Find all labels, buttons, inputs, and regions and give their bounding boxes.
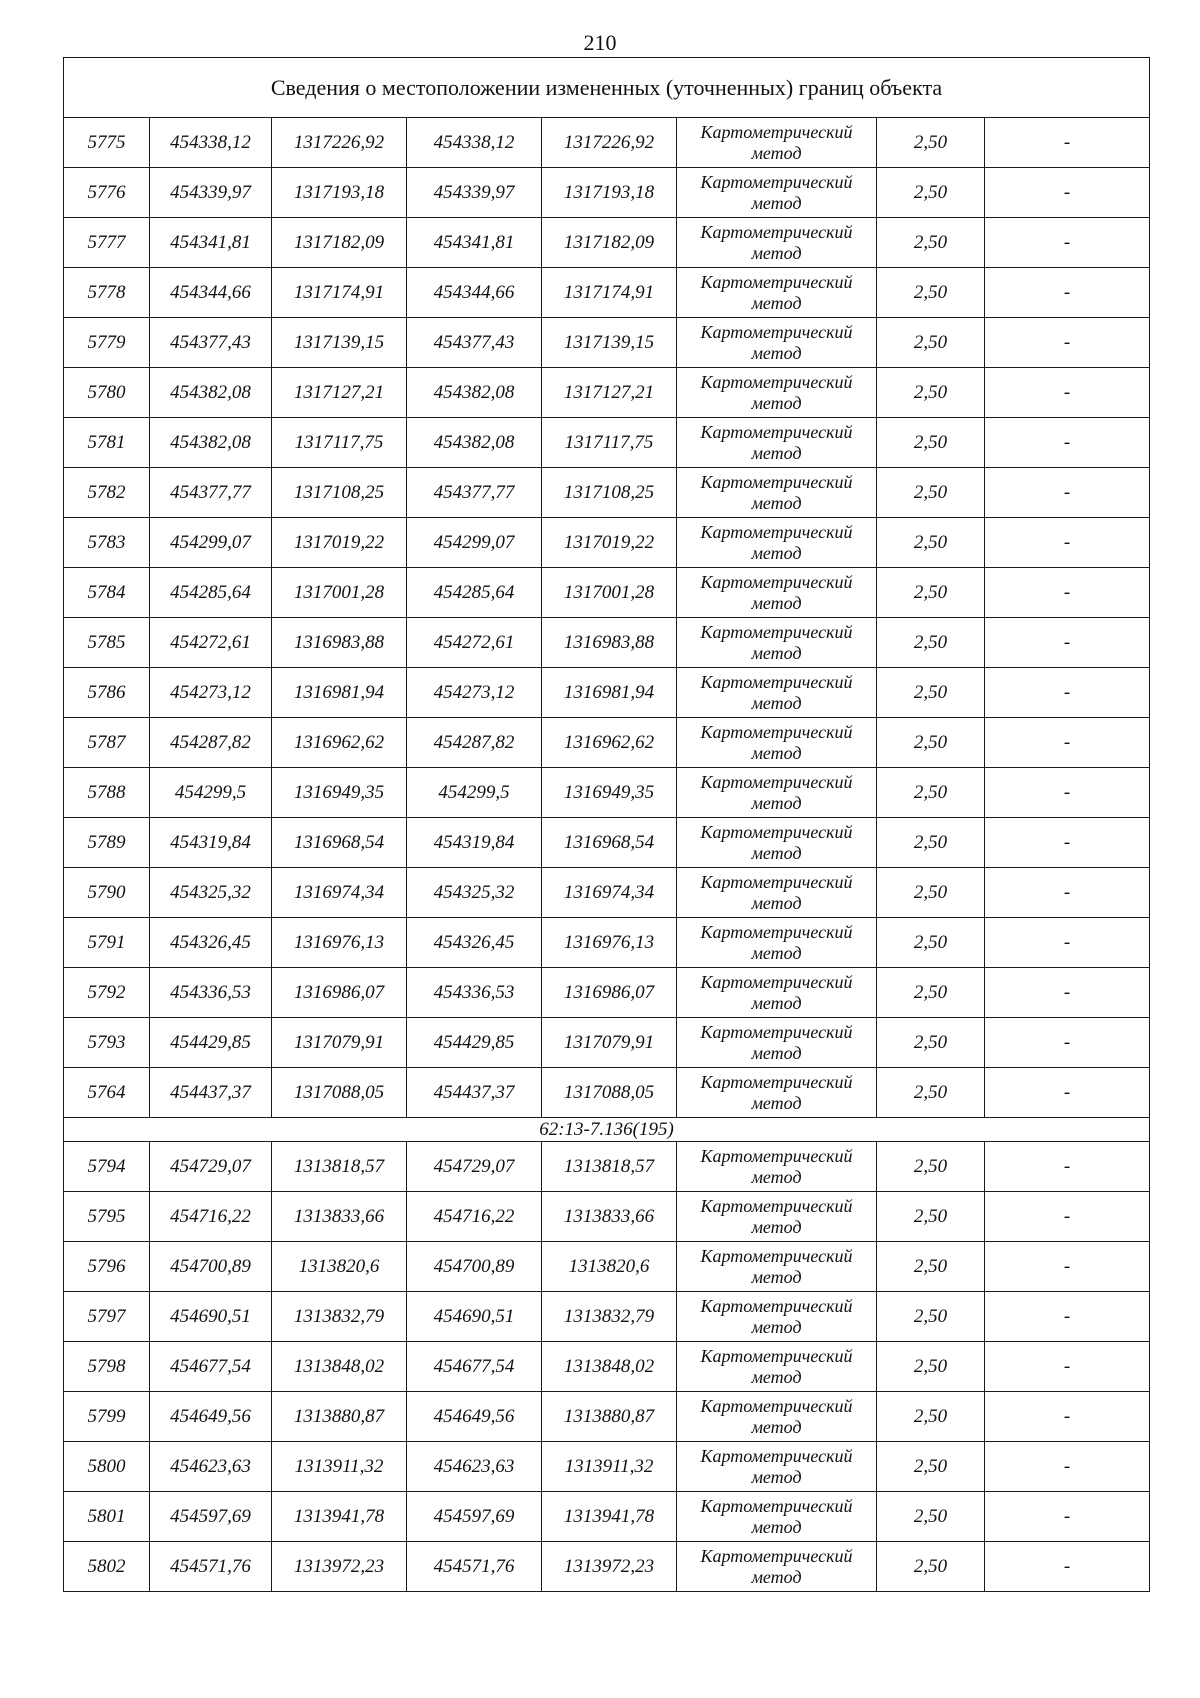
section-row bbox=[64, 1118, 1150, 1142]
existing-x-cell: 454272,61 bbox=[150, 618, 272, 668]
refined-y-cell: 1316981,94 bbox=[542, 668, 677, 718]
accuracy-cell: 2,50 bbox=[877, 1392, 985, 1442]
method-cell: Картометрический метод bbox=[677, 618, 877, 668]
note-cell: - bbox=[985, 668, 1150, 718]
accuracy-cell: 2,50 bbox=[877, 668, 985, 718]
point-number-cell: 5795 bbox=[64, 1192, 150, 1242]
method-cell: Картометрический метод bbox=[677, 1492, 877, 1542]
accuracy-cell: 2,50 bbox=[877, 518, 985, 568]
point-number-cell: 5797 bbox=[64, 1292, 150, 1342]
note-cell: - bbox=[985, 918, 1150, 968]
refined-x-cell: 454319,84 bbox=[407, 818, 542, 868]
existing-y-cell: 1313911,32 bbox=[272, 1442, 407, 1492]
point-number-cell: 5798 bbox=[64, 1342, 150, 1392]
method-cell: Картометрический метод bbox=[677, 568, 877, 618]
note-cell: - bbox=[985, 868, 1150, 918]
note-cell: - bbox=[985, 518, 1150, 568]
refined-x-cell: 454677,54 bbox=[407, 1342, 542, 1392]
existing-y-cell: 1317001,28 bbox=[272, 568, 407, 618]
point-number-cell: 5800 bbox=[64, 1442, 150, 1492]
existing-x-cell: 454339,97 bbox=[150, 168, 272, 218]
page-number: 210 bbox=[583, 30, 617, 55]
refined-y-cell: 1313832,79 bbox=[542, 1292, 677, 1342]
point-number-cell: 5802 bbox=[64, 1542, 150, 1592]
refined-x-cell: 454597,69 bbox=[407, 1492, 542, 1542]
refined-x-cell: 454339,97 bbox=[407, 168, 542, 218]
accuracy-cell: 2,50 bbox=[877, 418, 985, 468]
accuracy-cell: 2,50 bbox=[877, 818, 985, 868]
existing-y-cell: 1313820,6 bbox=[272, 1242, 407, 1292]
refined-x-cell: 454338,12 bbox=[407, 118, 542, 168]
table-row bbox=[64, 418, 1150, 468]
accuracy-cell: 2,50 bbox=[877, 868, 985, 918]
point-number-cell: 5786 bbox=[64, 668, 150, 718]
section-label: 62:13-7.136(195) bbox=[64, 1118, 1150, 1142]
accuracy-cell: 2,50 bbox=[877, 1292, 985, 1342]
note-cell: - bbox=[985, 418, 1150, 468]
accuracy-cell: 2,50 bbox=[877, 968, 985, 1018]
existing-x-cell: 454377,43 bbox=[150, 318, 272, 368]
accuracy-cell: 2,50 bbox=[877, 218, 985, 268]
point-number-cell: 5788 bbox=[64, 768, 150, 818]
refined-y-cell: 1313941,78 bbox=[542, 1492, 677, 1542]
table-row bbox=[64, 618, 1150, 668]
existing-y-cell: 1317108,25 bbox=[272, 468, 407, 518]
existing-y-cell: 1316962,62 bbox=[272, 718, 407, 768]
existing-x-cell: 454344,66 bbox=[150, 268, 272, 318]
note-cell: - bbox=[985, 718, 1150, 768]
point-number-cell: 5784 bbox=[64, 568, 150, 618]
existing-x-cell: 454700,89 bbox=[150, 1242, 272, 1292]
point-number-cell: 5794 bbox=[64, 1142, 150, 1192]
point-number-cell: 5789 bbox=[64, 818, 150, 868]
existing-x-cell: 454287,82 bbox=[150, 718, 272, 768]
refined-x-cell: 454377,43 bbox=[407, 318, 542, 368]
table-body bbox=[64, 58, 1150, 1592]
method-cell: Картометрический метод bbox=[677, 118, 877, 168]
point-number-cell: 5764 bbox=[64, 1068, 150, 1118]
note-cell: - bbox=[985, 1292, 1150, 1342]
table-row bbox=[64, 1542, 1150, 1592]
note-cell: - bbox=[985, 118, 1150, 168]
point-number-cell: 5778 bbox=[64, 268, 150, 318]
accuracy-cell: 2,50 bbox=[877, 168, 985, 218]
table-row bbox=[64, 118, 1150, 168]
note-cell: - bbox=[985, 1342, 1150, 1392]
refined-x-cell: 454299,5 bbox=[407, 768, 542, 818]
existing-x-cell: 454716,22 bbox=[150, 1192, 272, 1242]
point-number-cell: 5799 bbox=[64, 1392, 150, 1442]
table-row bbox=[64, 868, 1150, 918]
refined-x-cell: 454729,07 bbox=[407, 1142, 542, 1192]
method-cell: Картометрический метод bbox=[677, 818, 877, 868]
refined-y-cell: 1313848,02 bbox=[542, 1342, 677, 1392]
refined-x-cell: 454325,32 bbox=[407, 868, 542, 918]
refined-y-cell: 1317193,18 bbox=[542, 168, 677, 218]
refined-x-cell: 454623,63 bbox=[407, 1442, 542, 1492]
method-cell: Картометрический метод bbox=[677, 668, 877, 718]
accuracy-cell: 2,50 bbox=[877, 918, 985, 968]
table-row bbox=[64, 1142, 1150, 1192]
existing-y-cell: 1317019,22 bbox=[272, 518, 407, 568]
method-cell: Картометрический метод bbox=[677, 518, 877, 568]
point-number-cell: 5781 bbox=[64, 418, 150, 468]
refined-x-cell: 454716,22 bbox=[407, 1192, 542, 1242]
refined-y-cell: 1317001,28 bbox=[542, 568, 677, 618]
refined-x-cell: 454344,66 bbox=[407, 268, 542, 318]
refined-y-cell: 1317108,25 bbox=[542, 468, 677, 518]
note-cell: - bbox=[985, 1242, 1150, 1292]
existing-x-cell: 454299,5 bbox=[150, 768, 272, 818]
refined-y-cell: 1316968,54 bbox=[542, 818, 677, 868]
point-number-cell: 5777 bbox=[64, 218, 150, 268]
method-cell: Картометрический метод bbox=[677, 468, 877, 518]
refined-y-cell: 1313911,32 bbox=[542, 1442, 677, 1492]
accuracy-cell: 2,50 bbox=[877, 1142, 985, 1192]
accuracy-cell: 2,50 bbox=[877, 268, 985, 318]
point-number-cell: 5785 bbox=[64, 618, 150, 668]
boundary-coordinates-table bbox=[63, 57, 1150, 1592]
accuracy-cell: 2,50 bbox=[877, 118, 985, 168]
point-number-cell: 5783 bbox=[64, 518, 150, 568]
refined-x-cell: 454285,64 bbox=[407, 568, 542, 618]
method-cell: Картометрический метод bbox=[677, 1142, 877, 1192]
existing-y-cell: 1313880,87 bbox=[272, 1392, 407, 1442]
refined-y-cell: 1316962,62 bbox=[542, 718, 677, 768]
method-cell: Картометрический метод bbox=[677, 318, 877, 368]
refined-x-cell: 454690,51 bbox=[407, 1292, 542, 1342]
existing-y-cell: 1317226,92 bbox=[272, 118, 407, 168]
method-cell: Картометрический метод bbox=[677, 1018, 877, 1068]
note-cell: - bbox=[985, 968, 1150, 1018]
table-title: Сведения о местоположении измененных (уточненных) границ объекта bbox=[64, 58, 1150, 118]
note-cell: - bbox=[985, 818, 1150, 868]
point-number-cell: 5787 bbox=[64, 718, 150, 768]
accuracy-cell: 2,50 bbox=[877, 1442, 985, 1492]
accuracy-cell: 2,50 bbox=[877, 1242, 985, 1292]
existing-x-cell: 454597,69 bbox=[150, 1492, 272, 1542]
existing-y-cell: 1316974,34 bbox=[272, 868, 407, 918]
accuracy-cell: 2,50 bbox=[877, 1492, 985, 1542]
existing-x-cell: 454690,51 bbox=[150, 1292, 272, 1342]
method-cell: Картометрический метод bbox=[677, 268, 877, 318]
method-cell: Картометрический метод bbox=[677, 1392, 877, 1442]
table-row bbox=[64, 768, 1150, 818]
note-cell: - bbox=[985, 168, 1150, 218]
existing-x-cell: 454677,54 bbox=[150, 1342, 272, 1392]
refined-x-cell: 454382,08 bbox=[407, 418, 542, 468]
note-cell: - bbox=[985, 1392, 1150, 1442]
note-cell: - bbox=[985, 318, 1150, 368]
point-number-cell: 5775 bbox=[64, 118, 150, 168]
existing-y-cell: 1313833,66 bbox=[272, 1192, 407, 1242]
existing-x-cell: 454382,08 bbox=[150, 368, 272, 418]
refined-y-cell: 1313972,23 bbox=[542, 1542, 677, 1592]
table-row bbox=[64, 1492, 1150, 1542]
method-cell: Картометрический метод bbox=[677, 968, 877, 1018]
existing-x-cell: 454649,56 bbox=[150, 1392, 272, 1442]
existing-x-cell: 454437,37 bbox=[150, 1068, 272, 1118]
existing-x-cell: 454429,85 bbox=[150, 1018, 272, 1068]
table-row bbox=[64, 1068, 1150, 1118]
table-row bbox=[64, 568, 1150, 618]
existing-y-cell: 1316981,94 bbox=[272, 668, 407, 718]
existing-x-cell: 454623,63 bbox=[150, 1442, 272, 1492]
refined-x-cell: 454299,07 bbox=[407, 518, 542, 568]
table-row bbox=[64, 468, 1150, 518]
method-cell: Картометрический метод bbox=[677, 1292, 877, 1342]
refined-y-cell: 1313820,6 bbox=[542, 1242, 677, 1292]
refined-y-cell: 1317079,91 bbox=[542, 1018, 677, 1068]
table-row bbox=[64, 168, 1150, 218]
note-cell: - bbox=[985, 368, 1150, 418]
method-cell: Картометрический метод bbox=[677, 368, 877, 418]
existing-y-cell: 1316976,13 bbox=[272, 918, 407, 968]
refined-x-cell: 454326,45 bbox=[407, 918, 542, 968]
accuracy-cell: 2,50 bbox=[877, 468, 985, 518]
note-cell: - bbox=[985, 1442, 1150, 1492]
table-row bbox=[64, 1292, 1150, 1342]
existing-y-cell: 1313818,57 bbox=[272, 1142, 407, 1192]
table-row bbox=[64, 718, 1150, 768]
note-cell: - bbox=[985, 468, 1150, 518]
refined-y-cell: 1313818,57 bbox=[542, 1142, 677, 1192]
note-cell: - bbox=[985, 568, 1150, 618]
note-cell: - bbox=[985, 1018, 1150, 1068]
refined-x-cell: 454382,08 bbox=[407, 368, 542, 418]
existing-x-cell: 454325,32 bbox=[150, 868, 272, 918]
table-row bbox=[64, 368, 1150, 418]
table-row bbox=[64, 1392, 1150, 1442]
refined-x-cell: 454341,81 bbox=[407, 218, 542, 268]
existing-y-cell: 1313848,02 bbox=[272, 1342, 407, 1392]
existing-y-cell: 1317139,15 bbox=[272, 318, 407, 368]
method-cell: Картометрический метод bbox=[677, 918, 877, 968]
existing-x-cell: 454273,12 bbox=[150, 668, 272, 718]
existing-x-cell: 454336,53 bbox=[150, 968, 272, 1018]
accuracy-cell: 2,50 bbox=[877, 568, 985, 618]
point-number-cell: 5792 bbox=[64, 968, 150, 1018]
accuracy-cell: 2,50 bbox=[877, 1192, 985, 1242]
existing-y-cell: 1316986,07 bbox=[272, 968, 407, 1018]
refined-x-cell: 454429,85 bbox=[407, 1018, 542, 1068]
accuracy-cell: 2,50 bbox=[877, 718, 985, 768]
refined-y-cell: 1316976,13 bbox=[542, 918, 677, 968]
refined-x-cell: 454272,61 bbox=[407, 618, 542, 668]
accuracy-cell: 2,50 bbox=[877, 1342, 985, 1392]
method-cell: Картометрический метод bbox=[677, 1242, 877, 1292]
refined-x-cell: 454377,77 bbox=[407, 468, 542, 518]
point-number-cell: 5776 bbox=[64, 168, 150, 218]
refined-x-cell: 454571,76 bbox=[407, 1542, 542, 1592]
method-cell: Картометрический метод bbox=[677, 718, 877, 768]
existing-x-cell: 454326,45 bbox=[150, 918, 272, 968]
point-number-cell: 5793 bbox=[64, 1018, 150, 1068]
refined-x-cell: 454700,89 bbox=[407, 1242, 542, 1292]
existing-y-cell: 1316949,35 bbox=[272, 768, 407, 818]
existing-x-cell: 454377,77 bbox=[150, 468, 272, 518]
point-number-cell: 5780 bbox=[64, 368, 150, 418]
refined-x-cell: 454649,56 bbox=[407, 1392, 542, 1442]
accuracy-cell: 2,50 bbox=[877, 1018, 985, 1068]
note-cell: - bbox=[985, 768, 1150, 818]
method-cell: Картометрический метод bbox=[677, 868, 877, 918]
note-cell: - bbox=[985, 1542, 1150, 1592]
point-number-cell: 5779 bbox=[64, 318, 150, 368]
refined-y-cell: 1317127,21 bbox=[542, 368, 677, 418]
existing-x-cell: 454729,07 bbox=[150, 1142, 272, 1192]
existing-y-cell: 1317117,75 bbox=[272, 418, 407, 468]
refined-y-cell: 1313880,87 bbox=[542, 1392, 677, 1442]
table-row bbox=[64, 1242, 1150, 1292]
accuracy-cell: 2,50 bbox=[877, 1542, 985, 1592]
point-number-cell: 5801 bbox=[64, 1492, 150, 1542]
existing-y-cell: 1317088,05 bbox=[272, 1068, 407, 1118]
refined-y-cell: 1317226,92 bbox=[542, 118, 677, 168]
existing-y-cell: 1317193,18 bbox=[272, 168, 407, 218]
table-row bbox=[64, 1442, 1150, 1492]
existing-y-cell: 1316983,88 bbox=[272, 618, 407, 668]
method-cell: Картометрический метод bbox=[677, 768, 877, 818]
accuracy-cell: 2,50 bbox=[877, 318, 985, 368]
method-cell: Картометрический метод bbox=[677, 168, 877, 218]
table-row bbox=[64, 668, 1150, 718]
refined-y-cell: 1317088,05 bbox=[542, 1068, 677, 1118]
table-row bbox=[64, 1192, 1150, 1242]
method-cell: Картометрический метод bbox=[677, 1442, 877, 1492]
refined-x-cell: 454287,82 bbox=[407, 718, 542, 768]
table-row bbox=[64, 268, 1150, 318]
method-cell: Картометрический метод bbox=[677, 218, 877, 268]
existing-y-cell: 1313832,79 bbox=[272, 1292, 407, 1342]
existing-x-cell: 454338,12 bbox=[150, 118, 272, 168]
note-cell: - bbox=[985, 1142, 1150, 1192]
table-row bbox=[64, 968, 1150, 1018]
refined-y-cell: 1316983,88 bbox=[542, 618, 677, 668]
note-cell: - bbox=[985, 1492, 1150, 1542]
note-cell: - bbox=[985, 618, 1150, 668]
accuracy-cell: 2,50 bbox=[877, 368, 985, 418]
accuracy-cell: 2,50 bbox=[877, 1068, 985, 1118]
refined-y-cell: 1317139,15 bbox=[542, 318, 677, 368]
refined-y-cell: 1317174,91 bbox=[542, 268, 677, 318]
point-number-cell: 5782 bbox=[64, 468, 150, 518]
refined-x-cell: 454437,37 bbox=[407, 1068, 542, 1118]
refined-y-cell: 1317182,09 bbox=[542, 218, 677, 268]
refined-y-cell: 1317019,22 bbox=[542, 518, 677, 568]
method-cell: Картометрический метод bbox=[677, 418, 877, 468]
point-number-cell: 5791 bbox=[64, 918, 150, 968]
existing-x-cell: 454382,08 bbox=[150, 418, 272, 468]
table-header-row bbox=[64, 58, 1150, 118]
refined-y-cell: 1313833,66 bbox=[542, 1192, 677, 1242]
point-number-cell: 5796 bbox=[64, 1242, 150, 1292]
refined-y-cell: 1317117,75 bbox=[542, 418, 677, 468]
note-cell: - bbox=[985, 218, 1150, 268]
table-row bbox=[64, 918, 1150, 968]
refined-x-cell: 454273,12 bbox=[407, 668, 542, 718]
existing-y-cell: 1317182,09 bbox=[272, 218, 407, 268]
existing-y-cell: 1313972,23 bbox=[272, 1542, 407, 1592]
table-row bbox=[64, 318, 1150, 368]
accuracy-cell: 2,50 bbox=[877, 768, 985, 818]
existing-y-cell: 1317127,21 bbox=[272, 368, 407, 418]
note-cell: - bbox=[985, 1068, 1150, 1118]
existing-x-cell: 454285,64 bbox=[150, 568, 272, 618]
refined-y-cell: 1316949,35 bbox=[542, 768, 677, 818]
existing-x-cell: 454341,81 bbox=[150, 218, 272, 268]
existing-y-cell: 1316968,54 bbox=[272, 818, 407, 868]
existing-y-cell: 1317174,91 bbox=[272, 268, 407, 318]
method-cell: Картометрический метод bbox=[677, 1342, 877, 1392]
method-cell: Картометрический метод bbox=[677, 1192, 877, 1242]
accuracy-cell: 2,50 bbox=[877, 618, 985, 668]
existing-x-cell: 454319,84 bbox=[150, 818, 272, 868]
table-row bbox=[64, 818, 1150, 868]
table-row bbox=[64, 1342, 1150, 1392]
existing-y-cell: 1317079,91 bbox=[272, 1018, 407, 1068]
refined-x-cell: 454336,53 bbox=[407, 968, 542, 1018]
note-cell: - bbox=[985, 268, 1150, 318]
refined-y-cell: 1316974,34 bbox=[542, 868, 677, 918]
table-row bbox=[64, 218, 1150, 268]
table-row bbox=[64, 1018, 1150, 1068]
point-number-cell: 5790 bbox=[64, 868, 150, 918]
refined-y-cell: 1316986,07 bbox=[542, 968, 677, 1018]
existing-y-cell: 1313941,78 bbox=[272, 1492, 407, 1542]
table-row bbox=[64, 518, 1150, 568]
note-cell: - bbox=[985, 1192, 1150, 1242]
method-cell: Картометрический метод bbox=[677, 1068, 877, 1118]
method-cell: Картометрический метод bbox=[677, 1542, 877, 1592]
existing-x-cell: 454299,07 bbox=[150, 518, 272, 568]
existing-x-cell: 454571,76 bbox=[150, 1542, 272, 1592]
